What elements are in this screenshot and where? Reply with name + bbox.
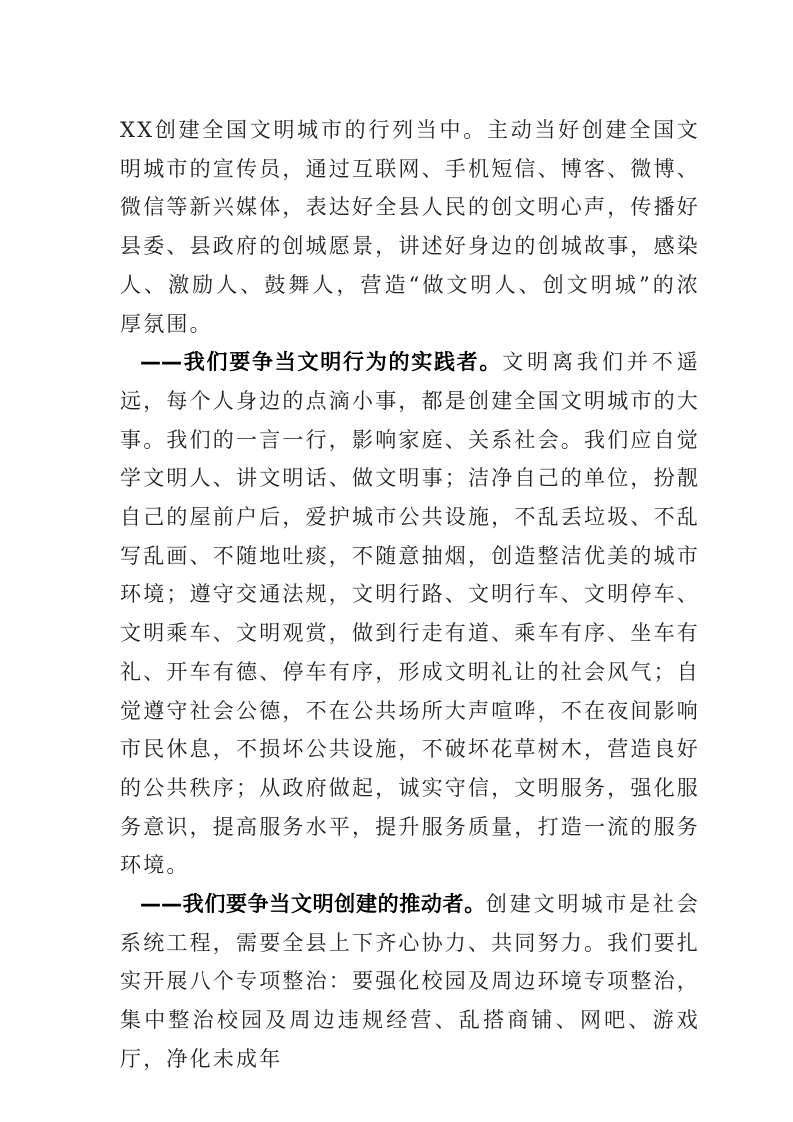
paragraph-continuation	[120, 111, 700, 343]
paragraph-text: XX创建全国文明城市的行列当中。主动当好创建全国文明城市的宣传员，通过互联网、手机短信、博客、微博、微信等新兴媒体，表达好全县人民的创文明心声，传播好县委、县政府的创城愿景，讲述好身边的创城故事，感染人、激励人、鼓舞人，营造“做文明人、创文明城”的浓厚氛围。	[120, 118, 700, 336]
paragraph-heading: ——我们要争当文明行为的实践者。	[140, 350, 503, 375]
paragraph-heading: ——我们要争当文明创建的推动者。	[140, 892, 486, 917]
paragraph-text: 创建文明城市是社会系统工程，需要全县上下齐心协力、共同努力。我们要扎实开展八个专项整治：要强化校园及周边环境专项整治，集中整治校园及周边违规经营、乱搭商铺、网吧、游戏厅，净化未成年	[120, 892, 700, 1071]
paragraph-promoter	[120, 885, 700, 1079]
document-page	[120, 111, 700, 1079]
paragraph-practitioner	[120, 343, 700, 885]
paragraph-text: 文明离我们并不遥远，每个人身边的点滴小事，都是创建全国文明城市的大事。我们的一言一行，影响家庭、关系社会。我们应自觉学文明人、讲文明话、做文明事；洁净自己的单位，扮靓自己的屋前户后，爱护城市公共设施，不乱丢垃圾、不乱写乱画、不随地吐痰，不随意抽烟，创造整洁优美的城市环境；遵守交通法规，文明行路、文明行车、文明停车、文明乘车、文明观赏，做到行走有道、乘车有序、坐车有礼、开车有德、停车有序，形成文明礼让的社会风气；自觉遵守社会公德，不在公共场所大声喧哗，不在夜间影响市民休息，不损坏公共设施，不破坏花草树木，营造良好的公共秩序；从政府做起，诚实守信，文明服务，强化服务意识，提高服务水平，提升服务质量，打造一流的服务环境。	[120, 350, 701, 878]
